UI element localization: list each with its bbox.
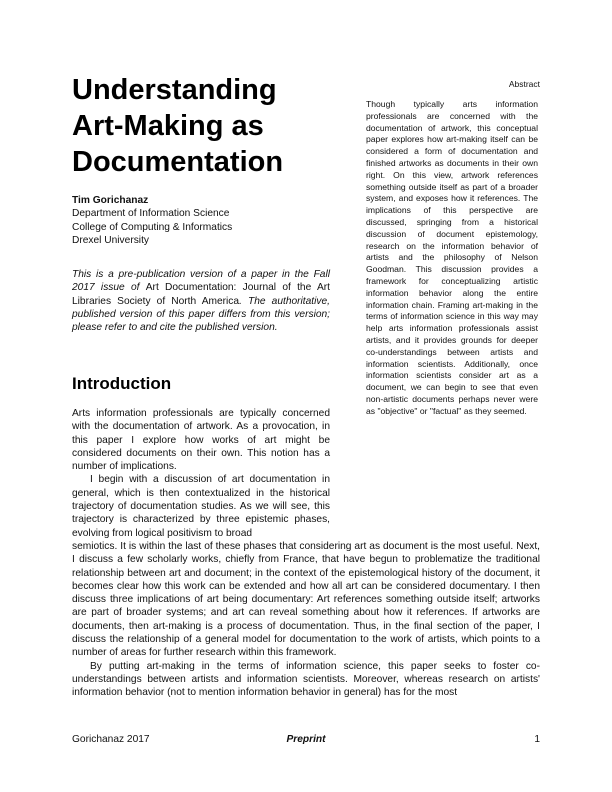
title-line-2: Art-Making as — [72, 110, 264, 142]
note-part-1: This is a pre-publication version of a paper in the Fall 2017 issue of — [72, 269, 330, 294]
intro-paragraph-1: Arts information professionals are typically concerned with the documentation of artwork. As a provocation, in this paper I explore how works of art might be considered documents on their own. This notion has a number of implications. — [72, 408, 330, 473]
intro-paragraph-2-start: I begin with a discussion of art documentation in general, which is then contextualized in the historical trajectory of documentation studies. As we will see, this trajectory is characterized by three epistemic phases, evolving from logical positivism to broad — [72, 474, 330, 539]
author-college: College of Computing & Informatics — [72, 221, 233, 233]
page-number: 1 — [534, 734, 540, 745]
page-footer — [72, 734, 540, 748]
note-journal: Art Documentation: Journal of the Art Libraries Society of North America — [72, 282, 330, 307]
intro-paragraph-3: By putting art-making in the terms of information science, this paper seeks to foster co-understandings between artists and information scientists. Moreover, whereas research on artists' information behavior (not to mention information behavior in general) has for the most — [72, 660, 540, 699]
abstract-text: Though typically arts information professionals are concerned with the documentation of artwork, this conceptual paper explores how art-making itself can be considered a form of documentation and finished artworks as documents in their own right. On this view, artwork references something outside itself as part of a broader system, and exposes how it references. The implications of this perspective are discussed, springing from a historical discussion of document epistemology, research on the information behavior of artists and the philosophy of Nelson Goodman. This discussion provides a framework for conceptualizing artistic information behavior along the entire information chain. Framing art-making in the terms of information science in this way may help arts information professionals assist artists, and it provides grounds for deeper co-understandings between artists and information scientists. Additionally, once information scientists consider art as a document, we can begin to see that even non-artistic documents perhaps never were as "objective" or "factual" as they seemed. — [366, 99, 538, 416]
introduction-column — [72, 407, 330, 540]
body-text-wide — [72, 540, 540, 700]
author-university: Drexel University — [72, 234, 149, 246]
footer-author-year: Gorichanaz 2017 — [72, 734, 150, 745]
introduction-heading: Introduction — [72, 374, 172, 393]
note-part-2: . The authoritative, published version of this paper differs from this version; please refer to and cite the published version. — [72, 295, 330, 334]
paper-title — [72, 72, 342, 180]
author-name: Tim Gorichanaz — [72, 195, 149, 206]
author-department: Department of Information Science — [72, 208, 230, 220]
title-line-1: Understanding — [72, 74, 277, 106]
author-block — [72, 194, 342, 247]
intro-paragraph-2-continued: semiotics. It is within the last of these phases that considering art as document is the most useful. Next, I discuss a few scholarly works, chiefly from France, that have begun to problematize the traditional relationship between art and document; in the context of the epistemological history of the document, it becomes clear how this work can be extended and how all art can be considered documentary. I then discuss three implications of art being documentary: Art references something outside itself; artworks are part of broader systems; and art can reveal something about how it references. If artworks are documents, then art-making is a process of documentation. Thus, in the final section of the paper, I discuss the relationship of a general model for documentation to the work of artists, which points to a number of areas for further research within this framework. — [72, 541, 540, 659]
title-line-3: Documentation — [72, 146, 284, 178]
abstract-label: Abstract — [508, 79, 540, 89]
footer-preprint-label: Preprint — [286, 734, 326, 745]
prepublication-note — [72, 268, 330, 334]
